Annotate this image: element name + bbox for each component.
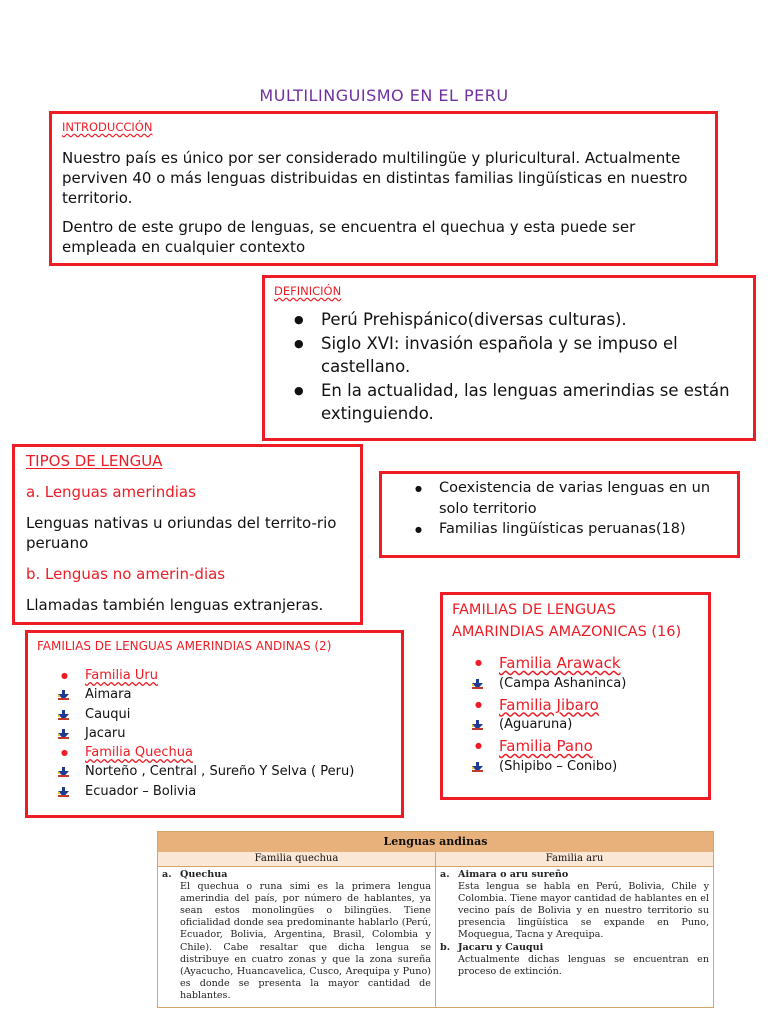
andean-families-header: FAMILIAS DE LENGUAS AMERINDIAS ANDINAS (2) (37, 639, 332, 653)
amazonian-families-list (452, 653, 699, 778)
intro-paragraph-1: Nuestro país es único por ser considerado multilingüe y pluricultural. Actualmente perviven 40 o más lenguas distribuidas en distintas familias lingüísticas en nuestro territorio. (62, 149, 688, 207)
family-name: Familia Jibaro (499, 695, 599, 714)
language-name: Norteño , Central , Sureño Y Selva ( Peru) (85, 764, 355, 780)
table-column-headers (158, 852, 713, 867)
family-name: Familia Pano (499, 737, 593, 756)
coexistence-list (392, 478, 727, 540)
language-name: Cauqui (85, 706, 131, 722)
andean-family-item (85, 743, 392, 762)
type-b-text: Llamadas también lenguas extranjeras. (26, 596, 324, 614)
arrow-bullet-icon (58, 690, 69, 700)
definition-item: ● Perú Prehispánico(diversas culturas). (321, 308, 744, 332)
intro-header: INTRODUCCIÓN (62, 120, 153, 134)
arrow-bullet-icon (58, 729, 69, 739)
item-letter: b. (440, 941, 451, 953)
arrow-bullet-icon (58, 787, 69, 797)
page-title: MULTILINGUISMO EN EL PERU (259, 86, 509, 105)
andean-families-box (25, 630, 404, 818)
amazonian-subitem (499, 715, 699, 736)
item-letter: a. (162, 869, 172, 880)
family-name: Familia Uru (85, 668, 158, 683)
language-name: (Aguaruna) (499, 717, 573, 733)
amazonian-families-header: FAMILIAS DE LENGUAS AMARINDIAS AMAZONICAS (16) (452, 602, 682, 640)
arrow-bullet-icon (472, 720, 483, 730)
andean-languages-table (157, 831, 714, 1008)
item-letter: a. (440, 869, 450, 880)
amazonian-family-item (499, 653, 699, 674)
table-col-quechua-header: Familia quechua (158, 852, 436, 866)
table-body (158, 867, 713, 1008)
arrow-bullet-icon (58, 710, 69, 720)
definition-item: ● En la actualidad, las lenguas amerindias se están extinguiendo. (321, 379, 744, 426)
coexistence-item: ● Coexistencia de varias lenguas en un solo territorio (439, 478, 727, 519)
family-name: Familia Quechua (85, 745, 193, 761)
coexistence-box (379, 471, 740, 558)
type-a-title: a. Lenguas amerindias (26, 483, 196, 501)
amazonian-family-item (499, 695, 699, 716)
aimara-text: Esta lengua se habla en Perú, Bolivia, Chile y Colombia. Tiene mayor cantidad de hablantes en el vecino país de Bolivia y en nuestro territorio su presencia lingüística se expande en Puno, Moquegua, Tacna y Arequipa. (458, 881, 709, 941)
amazonian-subitem (499, 674, 699, 695)
type-b-title: b. Lenguas no amerin-dias (26, 565, 226, 583)
definition-header: DEFINICIÓN (274, 284, 342, 298)
andean-subitem (85, 705, 392, 724)
type-a-text: Lenguas nativas u oriundas del territo-rio peruano (26, 514, 337, 552)
language-name: (Campa Ashaninca) (499, 675, 627, 691)
quechua-title: Quechua (180, 869, 228, 880)
arrow-bullet-icon (58, 767, 69, 777)
intro-paragraph-2: Dentro de este grupo de lenguas, se encuentra el quechua y esta puede ser empleada en cualquier contexto (62, 218, 636, 256)
table-cell-quechua (158, 867, 436, 1008)
definition-item: ● Siglo XVI: invasión española y se impuso el castellano. (321, 332, 744, 379)
andean-subitem (85, 724, 392, 743)
andean-family-item (85, 666, 392, 685)
amazonian-families-box (440, 592, 711, 800)
table-cell-aru (436, 867, 713, 1008)
arrow-bullet-icon (472, 679, 483, 689)
jacaru-text: Actualmente dichas lenguas se encuentran en proceso de extinción. (458, 953, 709, 977)
arrow-bullet-icon (472, 762, 483, 772)
language-name: Ecuador – Bolivia (85, 783, 197, 799)
andean-subitem (85, 685, 392, 704)
amazonian-subitem (499, 757, 699, 778)
andean-subitem (85, 762, 392, 781)
coexistence-item: ● Familias lingüísticas peruanas(18) (439, 519, 727, 540)
andean-families-list (37, 666, 392, 801)
andean-subitem (85, 782, 392, 801)
language-name: Aimara (85, 687, 132, 703)
language-types-box (12, 444, 363, 625)
language-name: (Shipibo – Conibo) (499, 758, 618, 774)
quechua-text: El quechua o runa simi es la primera lengua amerindia del país, por número de hablantes, ya sean estos monolingües o bilingües. Tiene oficialidad donde sea predominante hablarlo (Perú, Ecuador, Bolivia, Argentina, Brasil, Colombia y Chile). Cabe resaltar que dicha lengua se distribuye en cuatro zonas y que la zona sureña (Ayacucho, Huancavelica, Cusco, Arequipa y Puno) es donde se presenta la mayor cantidad de hablantes. (180, 881, 431, 1001)
family-name: Familia Arawack (499, 654, 621, 672)
introduction-box (49, 111, 718, 266)
types-header: TIPOS DE LENGUA (26, 452, 163, 470)
jacaru-title: Jacaru y Cauqui (458, 941, 544, 953)
table-title: Lenguas andinas (158, 832, 713, 852)
language-name: Jacaru (85, 725, 126, 741)
table-col-aru-header: Familia aru (545, 853, 604, 864)
amazonian-family-item (499, 736, 699, 757)
definition-box (262, 275, 756, 441)
definition-list (274, 308, 744, 426)
aimara-title: Aimara o aru sureño (458, 869, 569, 880)
